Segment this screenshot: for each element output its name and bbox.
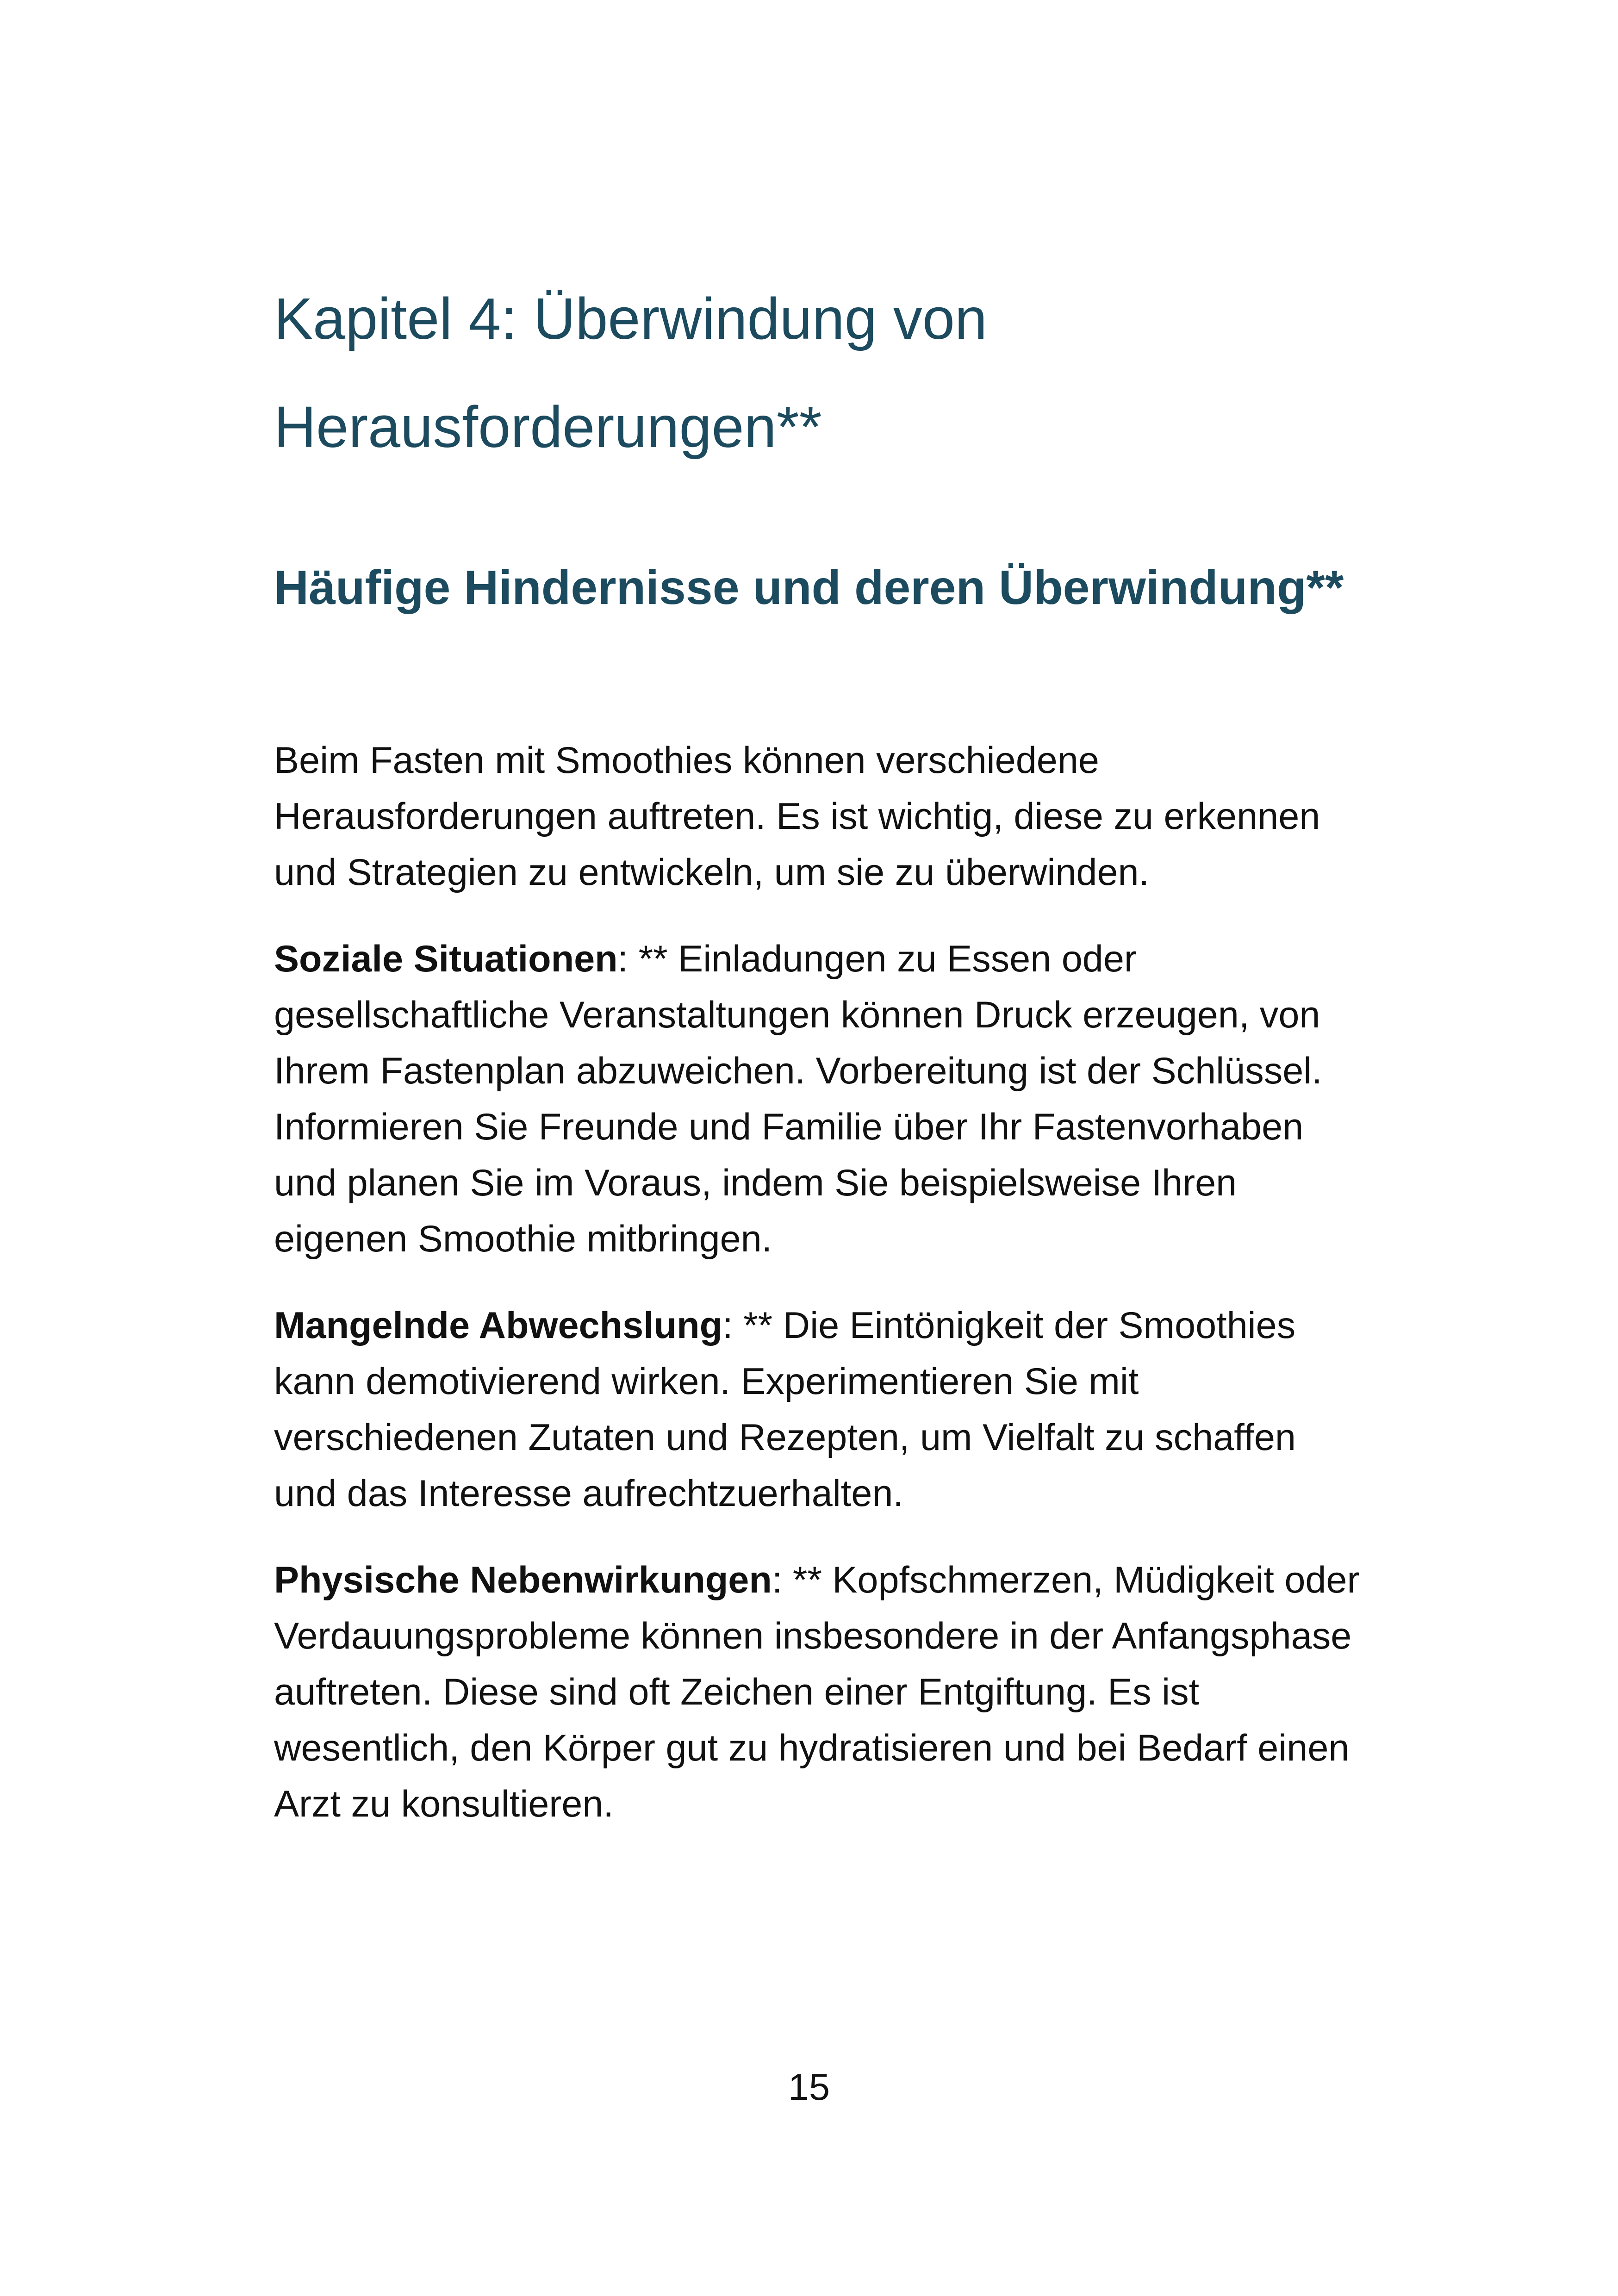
paragraph-social-situations [274, 931, 1366, 1267]
chapter-title-line-2: Herausforderungen** [274, 394, 822, 460]
text-social-situations: : ** Einladungen zu Essen oder gesellschaftliche Veranstaltungen können Druck erzeugen, von Ihrem Fastenplan abzuweichen. Vorbereitung ist der Schlüssel. Informieren Sie Freunde und Familie über Ihr Fastenvorhaben und planen Sie im Voraus, indem Sie beispielsweise Ihren eigenen Smoothie mitbringen. [274, 938, 1322, 1260]
paragraph-physical-side-effects [274, 1552, 1366, 1832]
body-text [274, 733, 1366, 1863]
page-number: 15 [788, 2066, 830, 2108]
term-lack-of-variety: Mangelnde Abwechslung [274, 1305, 723, 1346]
chapter-title-line-1: Kapitel 4: Überwindung von [274, 286, 987, 351]
paragraph-lack-of-variety [274, 1298, 1366, 1522]
text-lack-of-variety: : ** Die Eintönigkeit der Smoothies kann demotivierend wirken. Experimentieren Sie mit verschiedenen Zutaten und Rezepten, um Vielfalt zu schaffen und das Interesse aufrechtzuerhalten. [274, 1305, 1296, 1514]
section-title: Häufige Hindernisse und deren Überwindung** [274, 561, 1344, 615]
text-physical-side-effects: : ** Kopfschmerzen, Müdigkeit oder Verdauungsprobleme können insbesondere in der Anfangsphase auftreten. Diese sind oft Zeichen einer Entgiftung. Es ist wesentlich, den Körper gut zu hydratisieren und bei Bedarf einen Arzt zu konsultieren. [274, 1559, 1360, 1825]
term-physical-side-effects: Physische Nebenwirkungen [274, 1559, 772, 1601]
term-social-situations: Soziale Situationen [274, 938, 618, 980]
chapter-title [274, 265, 1385, 481]
intro-paragraph: Beim Fasten mit Smoothies können verschiedene Herausforderungen auftreten. Es ist wichtig, diese zu erkennen und Strategien zu entwickeln, um sie zu überwinden. [274, 740, 1320, 893]
